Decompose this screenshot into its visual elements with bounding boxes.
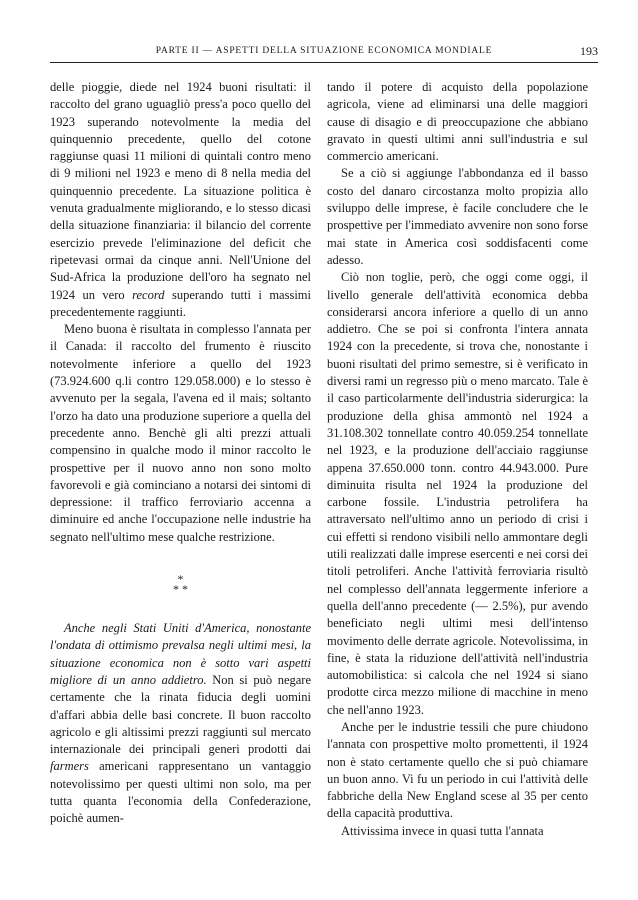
right-paragraph-5: Attivissima invece in quasi tutta l'annata [341, 823, 544, 838]
left-paragraph-1-end: superando tutti i massimi precedentemente raggiunti. [50, 287, 311, 319]
section-asterism [50, 572, 311, 597]
left-column [50, 79, 311, 828]
asterism-bottom: * * [173, 582, 188, 597]
right-paragraph-4: Anche per le industrie tessili che pure chiudono l'annata con prospettive molto promettenti, il 1924 non è stato certamente quello che si può chiamare un buon anno. Vi fu un periodo in cui l'attività delle fabbriche della New England scese al 35 per cento della capacità produttiva. [327, 719, 588, 821]
page-number: 193 [580, 44, 598, 58]
right-paragraph-3: Ciò non toglie, però, che oggi come oggi, il livello generale dell'attività economica debba considerarsi ancora inferiore a quello di un anno addietro. Che se poi si confronta l'intera annata 1924 con la precedente, si trova che, nonostante i buoni risultati del primo semestre, si è verificato in diversi rami un regresso più o meno marcato. Tale è il caso particolarmente dell'industria siderurgica: la produzione della ghisa ammontò nel 1924 a 31.108.302 tonnellate contro 40.059.254 tonnellate nel 1923, e la produzione dell'acciaio raggiunse appena 37.650.000 tonn. contro 44.943.000. Pure diminuita risulta nel 1924 la produzione del carbone fossile. L'industria petrolifera ha attraversato nell'ultimo anno un periodo di crisi i cui effetti si rendono visibili nello ammontare degli utili realizzati dalle imprese esercenti e nei corsi dei titoli petroliferi. Anche l'attività ferroviaria risultò nel complesso dell'annata leggermente inferiore a quella dell'anno precedente (— 2.5%), pur avendo beneficiato negli ultimi mesi dell'intenso movimento delle derrate agricole. Notevolissima, in fine, è stata la riduzione dell'attività nell'industria automobilistica: si calcola che nel 1924 si siano prodotte circa mezzo milione di macchine in meno che nell'anno 1923. [327, 270, 588, 717]
left-paragraph-1 [50, 79, 311, 321]
farmers-word: farmers [50, 759, 89, 774]
right-column [327, 79, 588, 840]
header-rule [50, 62, 598, 63]
left-paragraph-1-text: delle pioggie, diede nel 1924 buoni risultati: il raccolto del grano uguagliò press'a poco quello del 1923 superando notevolmente la media del quinquennio precedente, quello del cotone raggiunse quasi 11 milioni di quintali contro meno di 9 milioni nel 1923 e meno di 8 nella media del quinquennio precedente. La situazione politica è venuta gradualmente migliorando, e lo stesso dicasi della situazione finanziaria: il bilancio del corrente esercizio prevede l'eliminazione del deficit che ripetevasi ormai da cinque anni. Nell'Unione del Sud-Africa la produzione dell'oro ha segnato nel 1924 un vero [50, 80, 311, 302]
usa-lead-sentence: Anche negli Stati Uniti d'America, nonostante l'ondata di ottimismo prevalsa negli ultimi mesi, la situazione economica non è sotto vari aspetti migliore di un anno addietro. [50, 621, 311, 687]
right-paragraph-2: Se a ciò si aggiunge l'abbondanza ed il basso costo del danaro circostanza molto propizia allo sviluppo delle imprese, è facile concludere che le prospettive per l'immediato avvenire non sono forse mai state in America così soddisfacenti come adesso. [327, 166, 588, 267]
right-paragraph-1: tando il potere di acquisto della popolazione agricola, viene ad eliminarsi una delle maggiori cause di disagio e di preoccupazione che abbiano gravato in questi ultimi anni sull'industria e sul commercio americani. [327, 80, 588, 164]
left-paragraph-3-text-a: Non si può negare certamente che la rinata fiducia degli uomini d'affari abbia delle basi concrete. Il buon raccolto agricolo e gli altissimi prezzi raggiunti sul mercato internazionale dei principali generi prodotti dai [50, 672, 311, 757]
record-word: record [132, 287, 165, 302]
left-paragraph-2: Meno buona è risultata in complesso l'annata per il Canada: il raccolto del frumento è riuscito notevolmente inferiore a quello del 1923 (73.924.600 q.li contro 129.058.000) e lo stesso è avvenuto per la segala, l'avena ed il mais; soltanto l'orzo ha dato una produzione superiore a quella del precedente anno. Benchè gli alti prezzi attuali compensino in qualche modo il minor raccolto le prospettive per il nuovo anno non sono molto favorevoli e già cominciano a notarsi dei sintomi di depressione: il traffico ferroviario accenna a diminuire ed anche l'occupazione nelle industrie ha segnato nell'ultimo mese qualche restrizione. [50, 322, 311, 544]
running-header [50, 44, 598, 62]
running-title: PARTE II — ASPETTI DELLA SITUAZIONE ECONOMICA MONDIALE [155, 46, 493, 56]
asterism-top: * [177, 572, 184, 587]
left-paragraph-3 [50, 620, 311, 828]
left-paragraph-3-text-b: americani rappresentano un vantaggio notevolissimo per questi ultimi non solo, ma per tutta quanta l'economia della Confederazione, poichè aumen- [50, 759, 311, 826]
